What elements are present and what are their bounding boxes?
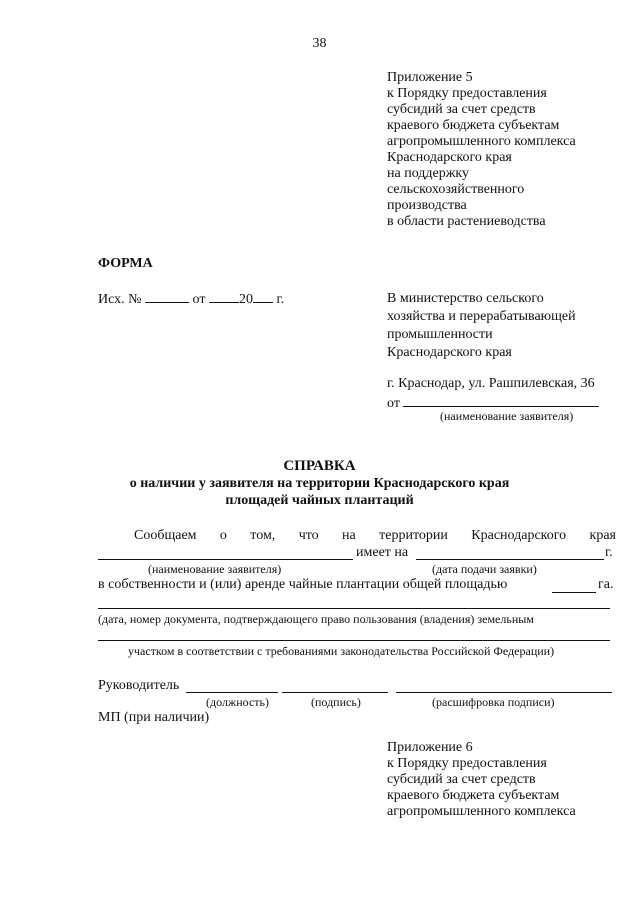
form-label: ФОРМА — [98, 256, 153, 271]
annex-5-line: в области растениеводства — [387, 214, 546, 229]
annex-5-line: Краснодарского края — [387, 150, 512, 165]
outgoing-number-line — [98, 290, 284, 308]
document-subtitle-line-2: площадей чайных плантаций — [225, 493, 414, 508]
has-on-label: имеет на — [356, 545, 409, 560]
signature-decoding-input-line[interactable] — [396, 692, 612, 693]
outgoing-year-suffix: г. — [276, 292, 285, 307]
head-label: Руководитель — [98, 678, 180, 693]
annex-5-line: субсидий за счет средств — [387, 102, 536, 117]
annex-5-line: сельскохозяйственного — [387, 182, 525, 197]
page-number: 38 — [312, 36, 327, 51]
stamp-label: МП (при наличии) — [98, 710, 210, 725]
submission-date-input-line[interactable] — [416, 559, 604, 560]
document-details-input-line[interactable] — [98, 608, 610, 609]
caption-signature-decoding: (расшифровка подписи) — [432, 695, 555, 709]
document-title: СПРАВКА — [283, 458, 356, 474]
caption-document-details: (дата, номер документа, подтверждающего право пользования (владения) земельным — [98, 612, 534, 626]
annex-6-line: субсидий за счет средств — [387, 772, 536, 787]
body-word: что — [298, 528, 319, 543]
body-word: том, — [250, 528, 276, 543]
addressee-line: хозяйства и перерабатывающей — [387, 309, 576, 324]
annex-6-line: к Порядку предоставления — [387, 756, 547, 771]
body-word: Краснодарского — [471, 528, 567, 543]
outgoing-prefix: Исх. № — [98, 292, 142, 307]
annex-6-header — [387, 740, 576, 820]
document-subtitle-line-1: о наличии у заявителя на территории Краснодарского края — [129, 476, 510, 491]
annex-5-line: к Порядку предоставления — [387, 86, 547, 101]
signature-input-line[interactable] — [282, 692, 388, 693]
land-plot-input-line[interactable] — [98, 640, 610, 641]
addressee-from-label: от — [387, 396, 400, 411]
body-word: края — [589, 528, 616, 543]
body-word: Сообщаем — [134, 528, 197, 543]
ownership-text: в собственности и (или) аренде чайные плантации общей площадью — [98, 577, 508, 592]
body-word: о — [219, 528, 227, 543]
caption-land-plot: участком в соответствии с требованиями законодательства Российской Федерации) — [128, 644, 555, 658]
body-word: территории — [379, 528, 448, 543]
annex-5-header — [387, 70, 576, 230]
body-word: на — [342, 528, 356, 543]
addressee-address: г. Краснодар, ул. Рашпилевская, 36 — [387, 376, 595, 391]
outgoing-number-field[interactable] — [145, 290, 189, 303]
annex-5-line: на поддержку — [387, 166, 470, 181]
annex-6-line: краевого бюджета субъектам — [387, 788, 560, 803]
caption-position: (должность) — [206, 695, 269, 709]
annex-5-line: производства — [387, 198, 467, 213]
position-input-line[interactable] — [186, 692, 278, 693]
year-suffix: г. — [605, 545, 613, 560]
outgoing-from: от — [192, 292, 206, 307]
annex-6-line: агропромышленного комплекса — [387, 804, 576, 819]
addressee-block — [387, 290, 576, 362]
caption-submission-date: (дата подачи заявки) — [432, 562, 537, 576]
applicant-caption: (наименование заявителя) — [440, 409, 574, 423]
addressee-line: В министерство сельского — [387, 291, 544, 306]
annex-5-line: Приложение 5 — [387, 70, 473, 85]
caption-signature: (подпись) — [311, 695, 361, 709]
outgoing-year-field[interactable] — [253, 290, 273, 303]
area-input-line[interactable] — [552, 592, 596, 593]
outgoing-year: 20 — [238, 292, 253, 307]
caption-applicant-name: (наименование заявителя) — [148, 562, 282, 576]
applicant-name-input-line[interactable] — [98, 559, 353, 560]
applicant-name-field[interactable] — [403, 394, 599, 407]
annex-5-line: агропромышленного комплекса — [387, 134, 576, 149]
body-line-1 — [134, 528, 616, 544]
hectares-unit: га. — [598, 577, 614, 592]
annex-5-line: краевого бюджета субъектам — [387, 118, 560, 133]
outgoing-date-field[interactable] — [209, 290, 239, 303]
addressee-line: промышленности — [387, 327, 493, 342]
addressee-line: Краснодарского края — [387, 345, 512, 360]
annex-6-line: Приложение 6 — [387, 740, 473, 755]
